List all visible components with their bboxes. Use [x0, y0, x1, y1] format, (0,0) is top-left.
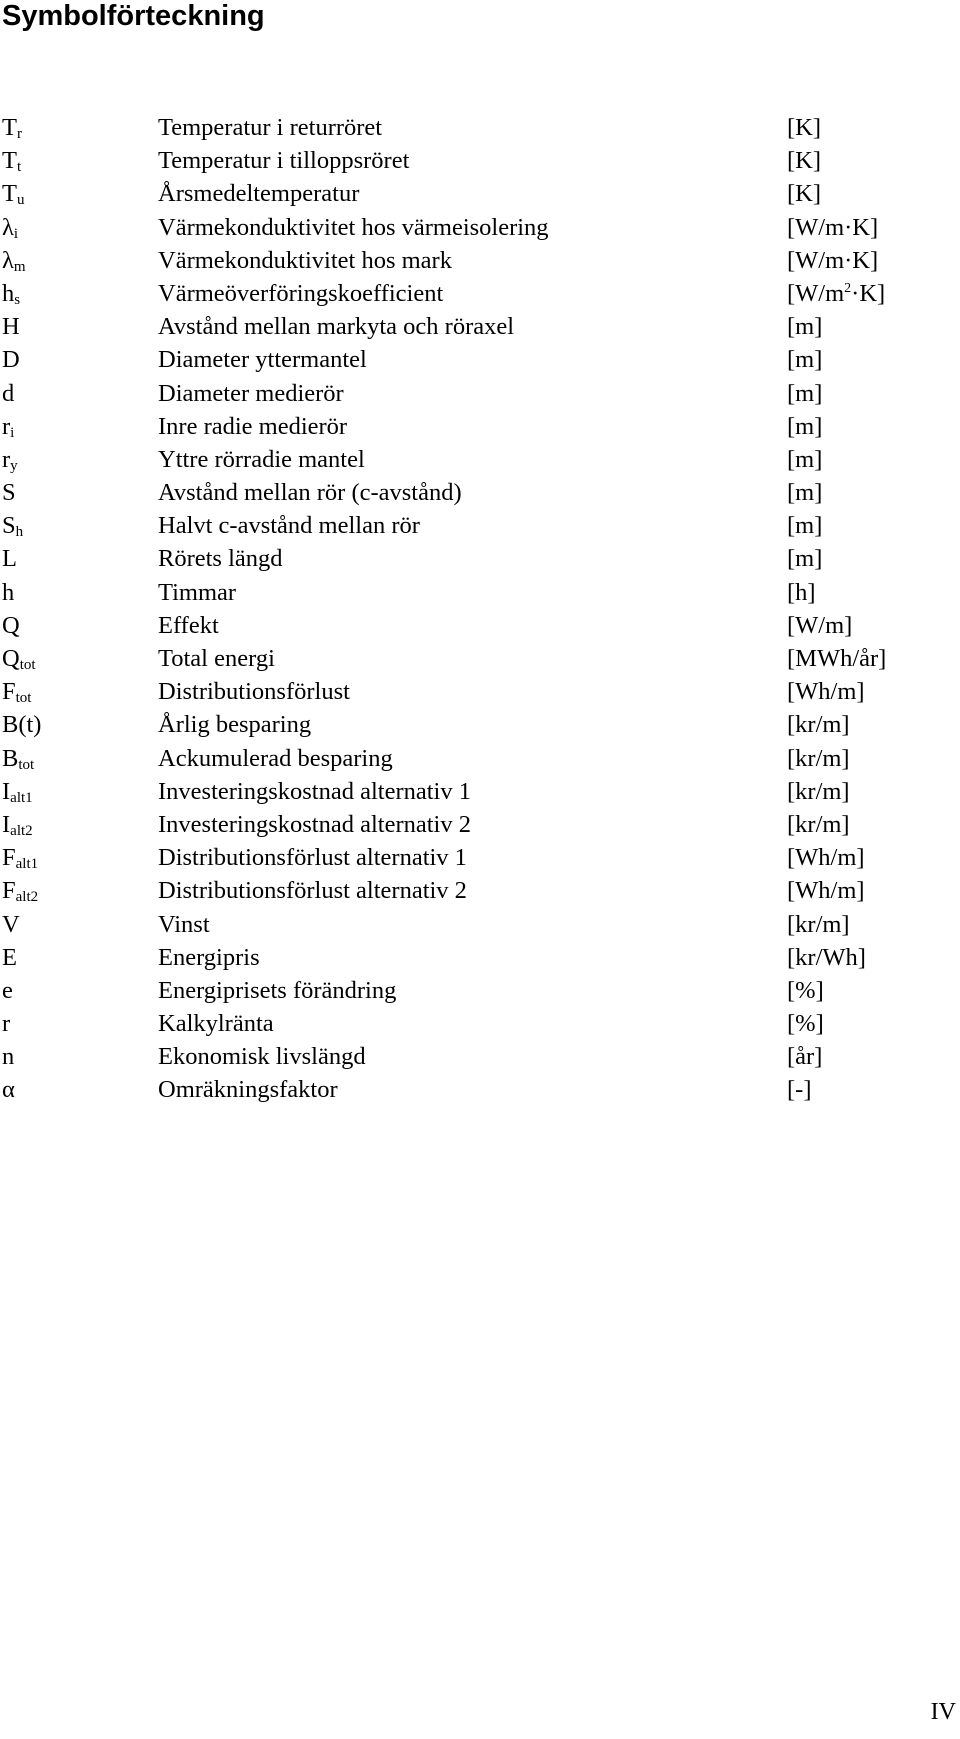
symbol	[2, 277, 20, 310]
symbol-base: r	[2, 1010, 11, 1038]
symbol-description: Distributionsförlust alternativ 1	[158, 844, 467, 872]
symbol-unit	[787, 576, 816, 609]
symbol-row	[0, 1007, 960, 1040]
symbol-row	[0, 443, 960, 476]
symbol-row	[0, 177, 960, 210]
symbol-base: I	[2, 777, 11, 805]
symbol-description: Yttre rörradie mantel	[158, 445, 365, 473]
symbol-row	[0, 974, 960, 1007]
symbol-base: F	[2, 844, 16, 872]
symbol-subscript: alt2	[10, 822, 33, 839]
symbol-description: Total energi	[158, 645, 275, 672]
symbol-unit	[787, 1007, 824, 1040]
symbol-unit	[787, 177, 821, 210]
symbol-subscript: r	[16, 126, 22, 142]
symbol-base: r	[2, 445, 11, 473]
symbol-unit	[787, 941, 866, 974]
symbol-row	[0, 310, 960, 343]
symbol-subscript: tot	[19, 657, 36, 673]
symbol-row	[0, 742, 960, 775]
symbol-row	[0, 277, 960, 310]
symbol-description: Temperatur i tilloppsröret	[158, 147, 410, 175]
symbol-base: λ	[2, 213, 14, 241]
unit-text: [W/m	[787, 279, 845, 307]
symbol	[2, 974, 13, 1007]
symbol-description: Kalkylränta	[158, 1010, 274, 1038]
symbol-row	[0, 908, 960, 941]
symbol-description: Distributionsförlust	[158, 678, 350, 706]
symbol-base: T	[2, 180, 17, 208]
symbol	[2, 443, 18, 476]
symbol-unit	[787, 410, 822, 443]
symbol-unit	[787, 277, 885, 310]
symbol-row	[0, 841, 960, 874]
symbol-base: T	[2, 114, 17, 141]
symbol-subscript: i	[10, 424, 15, 441]
symbol-row	[0, 675, 960, 708]
symbol-unit	[787, 808, 850, 841]
symbol-description: Diameter yttermantel	[158, 346, 367, 374]
symbol-base: B	[2, 744, 19, 772]
symbol	[2, 808, 33, 841]
symbol-description: Ackumulerad besparing	[158, 744, 393, 772]
unit-text: [K]	[787, 114, 822, 141]
unit-text-suffix: ·K]	[851, 279, 886, 307]
symbol	[2, 874, 38, 907]
symbol-row	[0, 476, 960, 509]
symbol-description: Värmekonduktivitet hos värmeisolering	[158, 213, 549, 241]
unit-superscript: 2	[844, 280, 852, 296]
page-number: IV	[930, 1699, 956, 1725]
symbol	[2, 476, 16, 509]
symbol-unit	[787, 244, 878, 277]
symbol-row	[0, 941, 960, 974]
symbol	[2, 1007, 10, 1040]
symbol	[2, 310, 20, 343]
symbol-unit	[787, 542, 822, 575]
symbol-subscript: u	[16, 192, 25, 209]
symbol-subscript: tot	[18, 756, 35, 773]
symbol-row	[0, 576, 960, 609]
symbol-base: d	[2, 379, 15, 407]
symbol-description: Värmeöverföringskoefficient	[158, 279, 444, 307]
symbol	[2, 742, 34, 775]
unit-text: [K]	[787, 147, 822, 175]
symbol-base: S	[2, 512, 16, 540]
unit-text: [m]	[787, 545, 823, 573]
unit-text: [m]	[787, 346, 823, 374]
symbol	[2, 377, 14, 410]
symbol	[2, 244, 26, 277]
unit-text: [W/m·K]	[787, 213, 879, 241]
symbol-unit	[787, 742, 850, 775]
symbol-base: e	[2, 976, 13, 1004]
unit-text: [K]	[787, 180, 822, 208]
unit-text: [kr/m]	[787, 810, 850, 838]
symbol-row	[0, 808, 960, 841]
symbol-row	[0, 609, 960, 642]
symbol-unit	[787, 310, 822, 343]
symbol-base: F	[2, 678, 16, 706]
symbol	[2, 908, 20, 941]
symbol-row	[0, 775, 960, 808]
unit-text: [kr/m]	[787, 744, 850, 772]
symbol-description: Energipris	[158, 943, 260, 971]
symbol-row	[0, 642, 960, 675]
symbol-unit	[787, 708, 850, 741]
symbol-row	[0, 144, 960, 177]
symbol-base: λ	[2, 246, 14, 274]
unit-text: [h]	[787, 578, 816, 606]
symbol-description: Diameter medierör	[158, 379, 344, 407]
symbol-subscript: h	[15, 524, 24, 541]
symbol-row	[0, 509, 960, 542]
unit-text: [m]	[787, 479, 823, 507]
symbol	[2, 642, 36, 675]
symbol-unit	[787, 908, 850, 941]
unit-text: [W/m]	[787, 611, 853, 639]
symbol-description: Ekonomisk livslängd	[158, 1043, 366, 1071]
symbol	[2, 775, 33, 808]
symbol-unit	[787, 144, 821, 177]
unit-text: [MWh/år]	[787, 645, 887, 672]
symbol	[2, 542, 17, 575]
symbol	[2, 1040, 14, 1073]
symbol-row	[0, 1073, 960, 1106]
symbol-subscript: y	[10, 457, 18, 474]
symbol-row	[0, 542, 960, 575]
unit-text: [W/m·K]	[787, 246, 879, 274]
symbol-description: Avstånd mellan markyta och röraxel	[158, 313, 515, 341]
symbol-row	[0, 111, 960, 144]
symbol-base: Q	[2, 645, 20, 672]
symbol-subscript: alt2	[15, 889, 39, 906]
symbol-list	[0, 111, 960, 1107]
symbol	[2, 576, 14, 609]
unit-text: [%]	[787, 976, 824, 1004]
symbol-row	[0, 244, 960, 277]
symbol-base: F	[2, 877, 16, 905]
symbol-subscript: s	[14, 291, 21, 308]
symbol	[2, 144, 21, 177]
symbol	[2, 177, 24, 210]
symbol-base: S	[2, 479, 16, 507]
unit-text: [Wh/m]	[787, 678, 865, 706]
unit-text: [Wh/m]	[787, 877, 865, 905]
symbol-description: Distributionsförlust alternativ 2	[158, 877, 467, 905]
symbol-unit	[787, 443, 822, 476]
symbol-base: B(t)	[2, 711, 42, 739]
symbol-base: E	[2, 943, 17, 971]
symbol-subscript: m	[13, 258, 26, 275]
unit-text: [-]	[787, 1076, 812, 1104]
symbol-unit	[787, 509, 822, 542]
symbol-description: Energiprisets förändring	[158, 976, 397, 1004]
symbol-base: I	[2, 810, 11, 838]
unit-text: [kr/Wh]	[787, 943, 866, 971]
symbol	[2, 609, 20, 642]
symbol-row	[0, 377, 960, 410]
symbol-base: Q	[2, 611, 20, 639]
symbol-description: Årsmedeltemperatur	[158, 180, 360, 208]
symbol-description: Investeringskostnad alternativ 1	[158, 777, 471, 805]
symbol-subscript: alt1	[15, 856, 39, 873]
symbol-subscript: t	[16, 159, 22, 176]
symbol-subscript: tot	[15, 690, 32, 707]
symbol-row	[0, 343, 960, 376]
symbol-unit	[787, 642, 886, 675]
symbol-unit	[787, 675, 865, 708]
symbol-unit	[787, 609, 852, 642]
symbol-description: Avstånd mellan rör (c-avstånd)	[158, 479, 462, 507]
symbol-base: L	[2, 545, 17, 573]
symbol-row	[0, 874, 960, 907]
unit-text: [kr/m]	[787, 777, 850, 805]
symbol-row	[0, 211, 960, 244]
symbol-unit	[787, 1040, 822, 1073]
symbol	[2, 941, 17, 974]
symbol	[2, 509, 23, 542]
symbol-description: Inre radie medierör	[158, 412, 348, 440]
symbol-unit	[787, 775, 850, 808]
symbol-base: r	[2, 412, 11, 440]
symbol-subscript: alt1	[10, 789, 33, 806]
unit-text: [år]	[787, 1043, 823, 1071]
unit-text: [Wh/m]	[787, 844, 865, 872]
unit-text: [m]	[787, 412, 823, 440]
symbol-row	[0, 1040, 960, 1073]
symbol-description: Effekt	[158, 611, 219, 639]
symbol	[2, 211, 18, 244]
symbol-description: Investeringskostnad alternativ 2	[158, 810, 471, 838]
symbol-base: h	[2, 578, 15, 606]
symbol	[2, 841, 38, 874]
symbol	[2, 410, 14, 443]
symbol-row	[0, 410, 960, 443]
unit-text: [%]	[787, 1010, 824, 1038]
unit-text: [m]	[787, 512, 823, 540]
unit-text: [kr/m]	[787, 910, 850, 938]
symbol-unit	[787, 974, 824, 1007]
symbol	[2, 1073, 15, 1106]
symbol-base: D	[2, 346, 20, 374]
unit-text: [m]	[787, 445, 823, 473]
symbol-unit	[787, 377, 822, 410]
symbol-unit	[787, 343, 822, 376]
symbol-base: V	[2, 910, 20, 938]
symbol-description: Värmekonduktivitet hos mark	[158, 246, 452, 274]
symbol	[2, 675, 31, 708]
symbol-description: Temperatur i returröret	[158, 114, 383, 141]
symbol-base: n	[2, 1043, 15, 1071]
unit-text: [m]	[787, 379, 823, 407]
symbol-description: Rörets längd	[158, 545, 283, 573]
symbol-base: T	[2, 147, 17, 175]
symbol-base: h	[2, 279, 15, 307]
symbol-description: Årlig besparing	[158, 711, 312, 739]
page-title: Symbolförteckning	[2, 0, 265, 32]
symbol-unit	[787, 874, 865, 907]
symbol	[2, 111, 22, 144]
symbol-description: Halvt c-avstånd mellan rör	[158, 512, 420, 540]
symbol-description: Omräkningsfaktor	[158, 1076, 338, 1104]
symbol-description: Timmar	[158, 578, 237, 606]
symbol-description: Vinst	[158, 910, 210, 938]
symbol	[2, 343, 20, 376]
symbol	[2, 708, 41, 741]
symbol-unit	[787, 476, 822, 509]
unit-text: [kr/m]	[787, 711, 850, 739]
symbol-unit	[787, 111, 821, 144]
symbol-row	[0, 708, 960, 741]
symbol-unit	[787, 1073, 811, 1106]
symbol-unit	[787, 841, 865, 874]
symbol-unit	[787, 211, 878, 244]
symbol-base: α	[2, 1076, 15, 1104]
unit-text: [m]	[787, 313, 823, 341]
symbol-subscript: i	[13, 225, 19, 242]
symbol-base: H	[2, 313, 20, 341]
